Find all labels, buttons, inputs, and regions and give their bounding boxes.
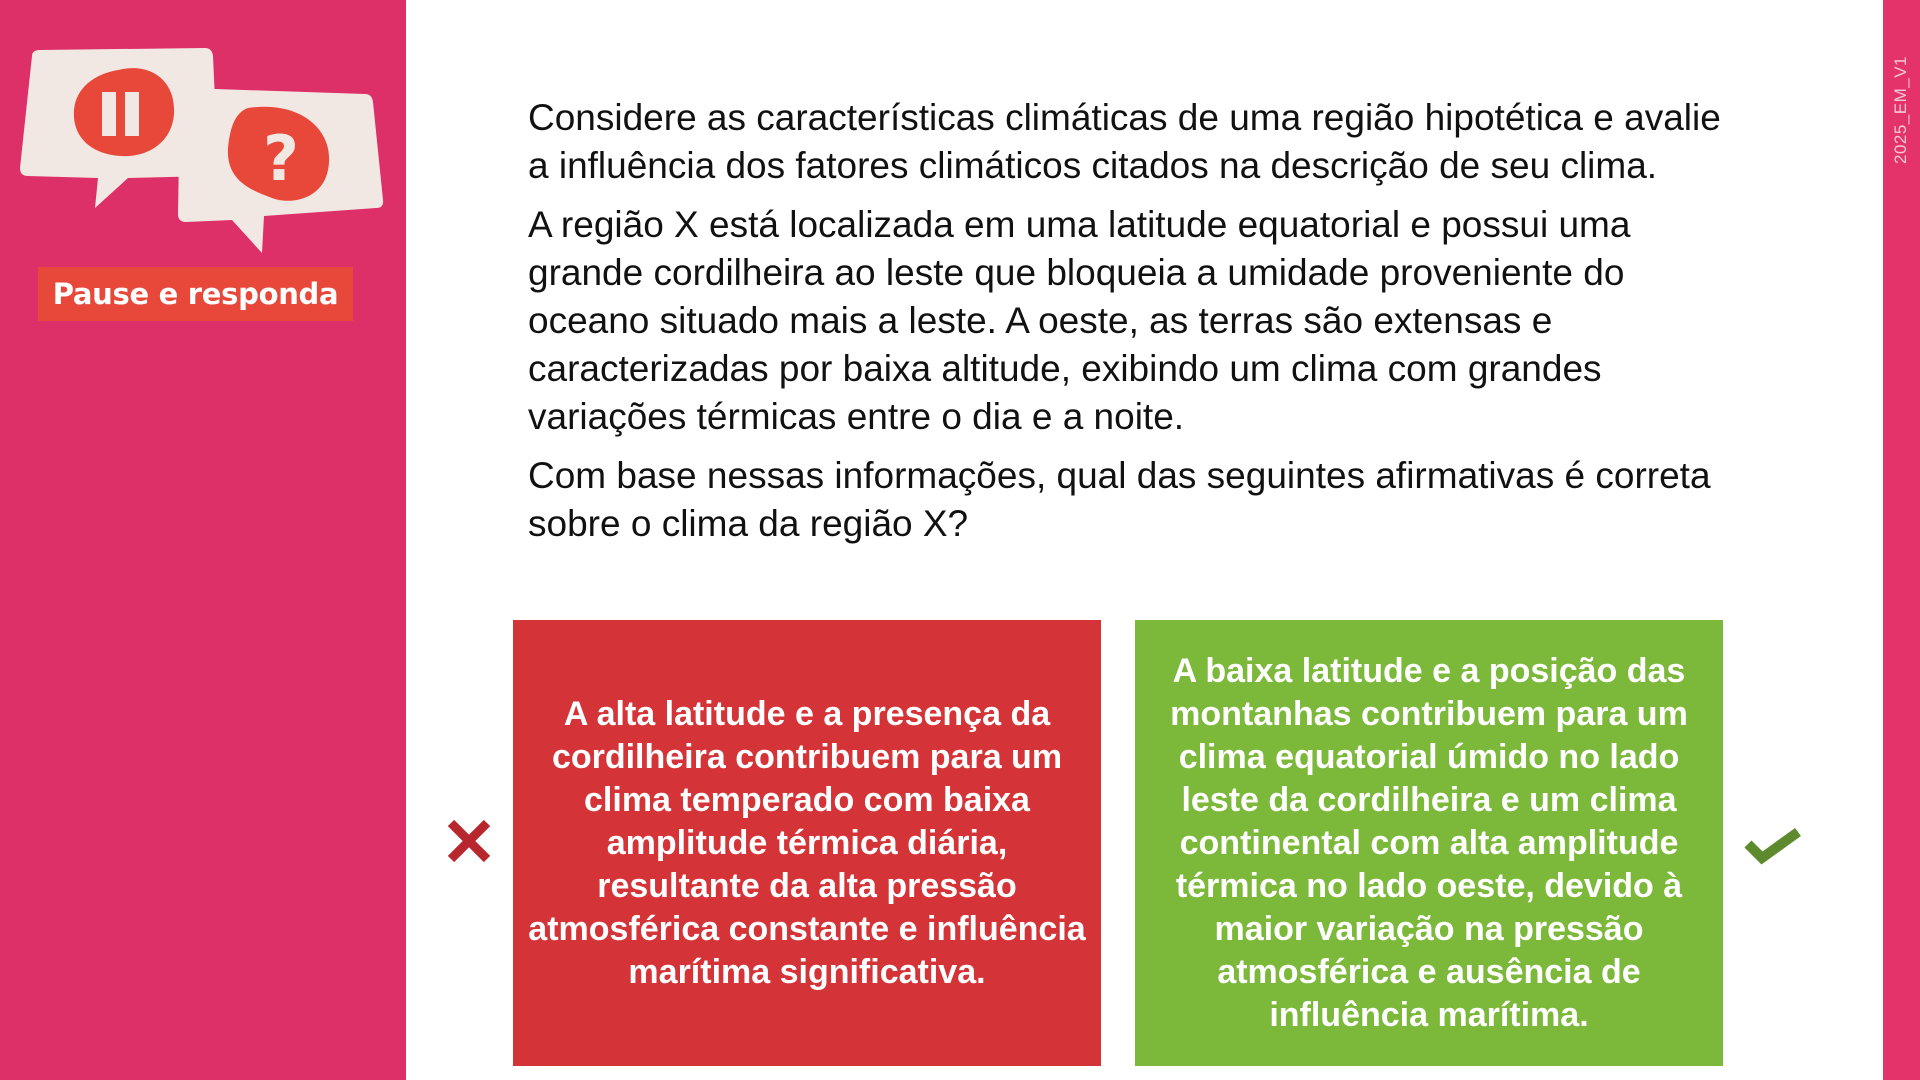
svg-text:?: ? [263,122,299,195]
answer-option-incorrect[interactable] [513,620,1101,1066]
speech-bubbles-illustration [0,30,410,300]
version-tag-text: 2025_EM_V1 [1891,55,1911,165]
question-prompt: Com base nessas informações, qual das seguintes afirmativas é correta sobre o clima da região X? [528,455,1711,544]
badge-label: Pause e responda [38,267,353,321]
scenario-paragraph: A região X está localizada em uma latitude equatorial e possui uma grande cordilheira ao leste que bloqueia a umidade proveniente do oceano situado mais a leste. A oeste, as terras são extensas e caracterizadas por baixa altitude, exibindo um clima com grandes variações térmicas entre o dia e a noite. [528,204,1631,437]
pause-respond-badge [0,30,410,311]
answer-option-correct[interactable] [1135,620,1723,1066]
answer-option-text: A baixa latitude e a posição das montanhas contribuem para um clima equatorial úmido no lado leste da cordilheira e um clima continental com alta amplitude térmica no lado oeste, devido à maior variação na pressão atmosférica e ausência de influência marítima. [1170,651,1688,1034]
answer-option-text: A alta latitude e a presença da cordilheira contribuem para um clima temperado com baixa amplitude térmica diária, resultante da alta pressão atmosférica constante e influência marítima significativa. [528,694,1086,991]
version-tag [1883,0,1920,220]
x-mark-icon [446,818,492,864]
intro-paragraph: Considere as características climáticas de uma região hipotética e avalie a influência dos fatores climáticos citados na descrição de seu clima. [528,97,1721,186]
question-content [528,94,1728,559]
check-mark-icon [1744,822,1804,866]
